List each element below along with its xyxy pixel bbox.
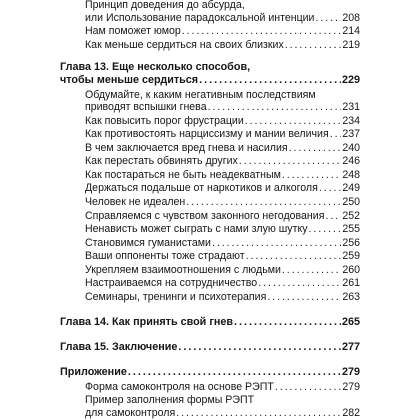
toc-entry — [85, 210, 360, 222]
toc-page-number: 259 — [342, 250, 360, 262]
toc-entry-title: Семинары, тренинги и психотерапия — [85, 291, 267, 303]
toc-entry — [85, 223, 360, 235]
toc-entry-title: Как повысить порог фрустрации — [85, 115, 244, 127]
dot-leader — [208, 101, 342, 113]
toc-entry-title: Нам поможет юмор — [85, 25, 181, 37]
toc-entry — [85, 12, 360, 24]
dot-leader — [212, 237, 341, 249]
dot-leader — [282, 169, 341, 181]
chapter-title: Глава 14. Как принять свой гнев — [60, 316, 233, 328]
toc-entry-title: или Использование парадоксальной интенции — [85, 12, 315, 24]
toc-entry-title: Держаться подальше от наркотиков и алкоголя — [85, 182, 318, 194]
dot-leader — [176, 407, 341, 419]
toc-entry-title: Как противостоять нарциссизму и мании величия — [85, 128, 329, 140]
toc-entry-title: Ваши оппоненты тоже страдают — [85, 250, 245, 262]
toc-page-number: 248 — [342, 169, 360, 181]
toc-page-number: 246 — [342, 155, 360, 167]
toc-page-number: 279 — [342, 381, 360, 393]
toc-entry-title: Человек не идеален — [85, 196, 186, 208]
dot-leader — [245, 115, 342, 127]
toc-entry-title: для самоконтроля — [85, 407, 176, 419]
chapter-title: чтобы меньше сердиться — [60, 74, 199, 86]
toc-entry-title: Настраиваемся на сотрудничество — [85, 277, 258, 289]
toc-page-number: 279 — [341, 366, 360, 378]
toc-entry-title: Обдумайте, к каким негативным последствиям — [85, 89, 316, 101]
dot-leader — [258, 277, 341, 289]
toc-page-number: 252 — [342, 210, 360, 222]
toc-page-number: 263 — [342, 291, 360, 303]
dot-leader — [246, 250, 342, 262]
toc-entry — [85, 250, 360, 262]
toc-entry-line — [85, 394, 360, 406]
toc-page-number: 250 — [342, 196, 360, 208]
toc-page-number: 240 — [342, 142, 360, 154]
toc-page-number: 265 — [341, 316, 360, 328]
toc-entry — [85, 196, 360, 208]
dot-leader — [309, 223, 342, 235]
toc-page-number: 208 — [342, 12, 360, 24]
toc-page-number: 214 — [342, 25, 360, 37]
chapter-heading — [60, 341, 360, 353]
dot-leader — [315, 12, 341, 24]
dot-leader — [186, 196, 341, 208]
toc-entry — [85, 155, 360, 167]
toc-entry-title: Как постараться не быть неадекватным — [85, 169, 281, 181]
chapter-heading-line — [60, 61, 360, 73]
toc-page-number: 277 — [341, 341, 360, 353]
toc-entry-title: В чем заключается вред гнева и насилия — [85, 142, 288, 154]
toc-entry — [85, 182, 360, 194]
toc-entry — [85, 128, 360, 140]
chapter-heading — [60, 366, 360, 378]
toc-entry-title: Форма самоконтроля на основе РЭПТ — [85, 381, 274, 393]
toc-page-number: 234 — [342, 115, 360, 127]
toc-entry-title: Ненависть может сыграть с нами злую шутку — [85, 223, 308, 235]
chapter-heading — [60, 74, 360, 86]
toc-entry-line — [85, 0, 360, 11]
toc-page-number: 219 — [342, 39, 360, 51]
toc-page-number: 229 — [341, 74, 360, 86]
toc-entry-title: Как перестать обвинять других — [85, 155, 238, 167]
dot-leader — [289, 142, 342, 154]
toc-entry — [85, 237, 360, 249]
dot-leader — [330, 128, 342, 140]
toc-page-number: 282 — [342, 407, 360, 419]
dot-leader — [275, 381, 342, 393]
chapter-title: Приложение — [60, 366, 127, 378]
toc-entry — [85, 25, 360, 37]
toc-entry-title: Становимся гуманистами — [85, 237, 211, 249]
dot-leader — [267, 291, 341, 303]
toc-page-number: 255 — [342, 223, 360, 235]
dot-leader — [128, 366, 341, 378]
toc-page-number: 237 — [342, 128, 360, 140]
toc-entry — [85, 115, 360, 127]
dot-leader — [319, 182, 341, 194]
chapter-title: Глава 13. Еще несколько способов, — [60, 61, 251, 73]
chapter-title: Глава 15. Заключение — [60, 341, 178, 353]
toc-entry-title: Принцип доведения до абсурда, — [85, 0, 245, 11]
toc-page-number: 256 — [342, 237, 360, 249]
toc-entry — [85, 169, 360, 181]
dot-leader — [285, 39, 342, 51]
toc-entry-title: Укрепляем взаимоотношения с людьми — [85, 264, 281, 276]
toc-entry — [85, 101, 360, 113]
dot-leader — [182, 25, 342, 37]
toc-entry — [85, 381, 360, 393]
toc-entry-title: приводят вспышки гнева — [85, 101, 207, 113]
dot-leader — [234, 316, 341, 328]
toc-page-number: 231 — [342, 101, 360, 113]
dot-leader — [325, 210, 341, 222]
toc-page-number: 260 — [342, 264, 360, 276]
toc-entry — [85, 291, 360, 303]
dot-leader — [239, 155, 342, 167]
toc-entry-title: Справляемся с чувством законного негодования — [85, 210, 325, 222]
toc-entry — [85, 407, 360, 419]
toc-entry — [85, 142, 360, 154]
toc-entry — [85, 264, 360, 276]
toc-entry-title: Как меньше сердиться на своих близких — [85, 39, 284, 51]
toc-entry-line — [85, 89, 360, 101]
toc-page-number: 249 — [342, 182, 360, 194]
toc-entry — [85, 277, 360, 289]
dot-leader — [178, 341, 341, 353]
toc-page-number: 261 — [342, 277, 360, 289]
toc-entry-title: Пример заполнения формы РЭПТ — [85, 394, 255, 406]
dot-leader — [199, 74, 341, 86]
chapter-heading — [60, 316, 360, 328]
toc-entry — [85, 39, 360, 51]
dot-leader — [282, 264, 341, 276]
